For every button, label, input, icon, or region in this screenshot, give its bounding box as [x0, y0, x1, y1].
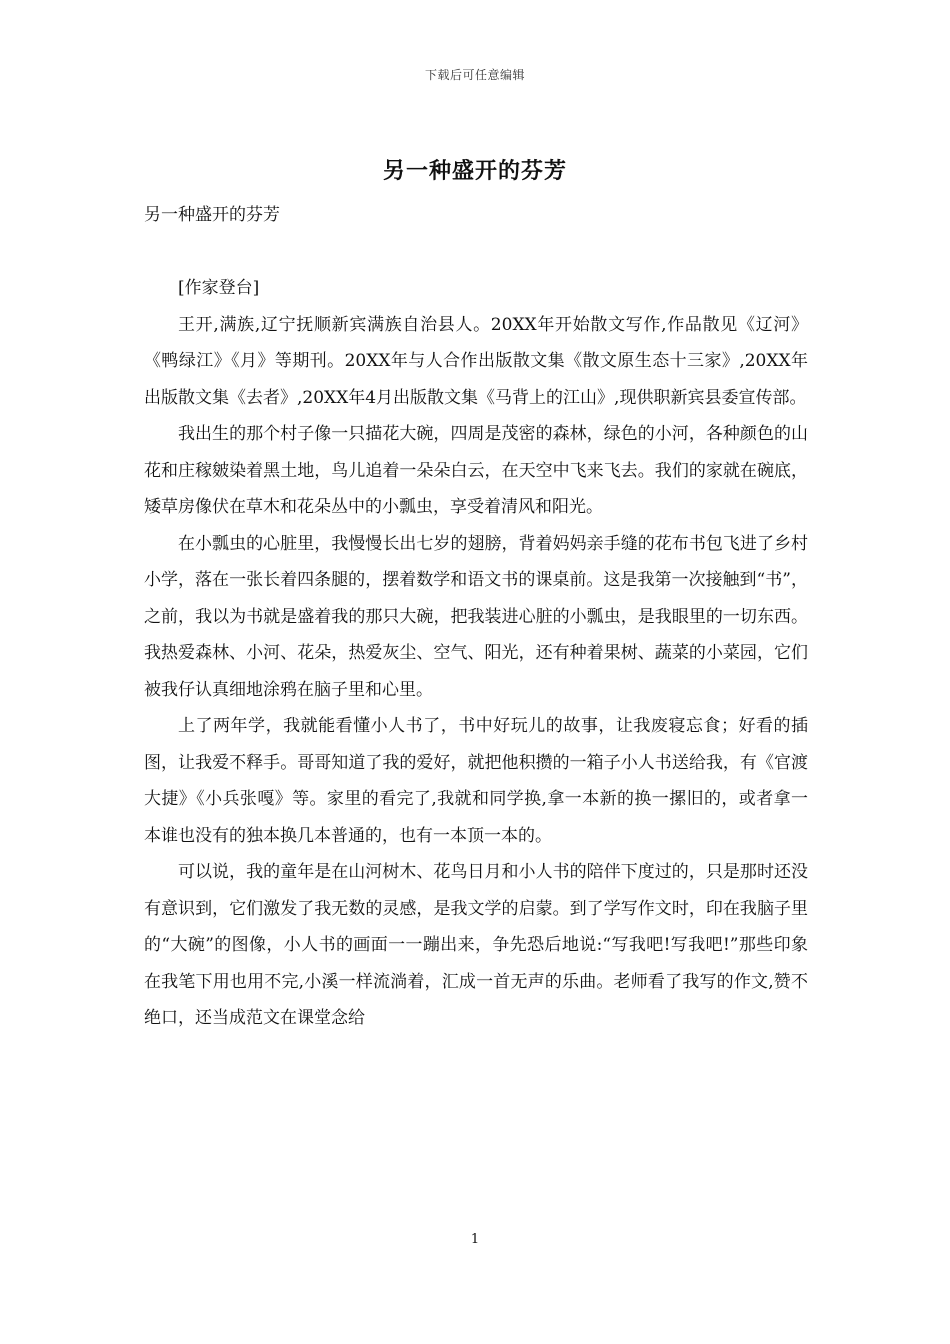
body-text: [144, 270, 808, 1037]
document-title: 另一种盛开的芬芳: [382, 158, 567, 184]
paragraph: 我出生的那个村子像一只描花大碗，四周是茂密的森林，绿色的小河，各种颜色的山花和庄稼皴染着黑土地，鸟儿追着一朵朵白云，在天空中飞来飞去。我们的家就在碗底，矮草房像伏在草木和花朵丛中的小瓢虫，享受着清风和阳光。: [144, 424, 808, 517]
header-note: 下载后可任意编辑: [424, 68, 525, 82]
paragraph: 可以说，我的童年是在山河树木、花鸟日月和小人书的陪伴下度过的，只是那时还没有意识到，它们激发了我无数的灵感，是我文学的启蒙。到了学写作文时，印在我脑子里的“大碗”的图像，小人书的画面一一蹦出来，争先恐后地说:“写我吧!写我吧!”那些印象在我笔下用也用不完,小溪一样流淌着，汇成一首无声的乐曲。老师看了我写的作文,赞不绝口，还当成范文在课堂念给: [144, 862, 808, 1028]
page-number: 1: [470, 1232, 480, 1247]
paragraph-section-heading: [作家登台]: [178, 278, 260, 298]
paragraph-author-bio: 王开,满族,辽宁抚顺新宾满族自治县人。20XX年开始散文写作,作品散见《辽河》《鸭绿江》《月》等期刊。20XX年与人合作出版散文集《散文原生态十三家》,20XX年出版散文集《去者》,20XX年4月出版散文集《马背上的江山》,现供职新宾县委宣传部。: [144, 314, 808, 408]
paragraph: 在小瓢虫的心脏里，我慢慢长出七岁的翅膀，背着妈妈亲手缝的花布书包飞进了乡村小学，落在一张长着四条腿的，摆着数学和语文书的课桌前。这是我第一次接触到“书”，之前，我以为书就是盛着我的那只大碗，把我装进心脏的小瓢虫，是我眼里的一切东西。我热爱森林、小河、花朵，热爱灰尘、空气、阳光，还有种着果树、蔬菜的小菜园，它们被我仔认真细地涂鸦在脑子里和心里。: [144, 533, 808, 700]
document-subtitle: 另一种盛开的芬芳: [144, 205, 280, 225]
paragraph: 上了两年学，我就能看懂小人书了，书中好玩儿的故事，让我废寝忘食；好看的插图，让我爱不释手。哥哥知道了我的爱好，就把他积攒的一箱子小人书送给我，有《官渡大捷》《小兵张嘎》等。家里的看完了,我就和同学换,拿一本新的换一摞旧的，或者拿一本谁也没有的独本换几本普通的，也有一本顶一本的。: [144, 716, 808, 846]
